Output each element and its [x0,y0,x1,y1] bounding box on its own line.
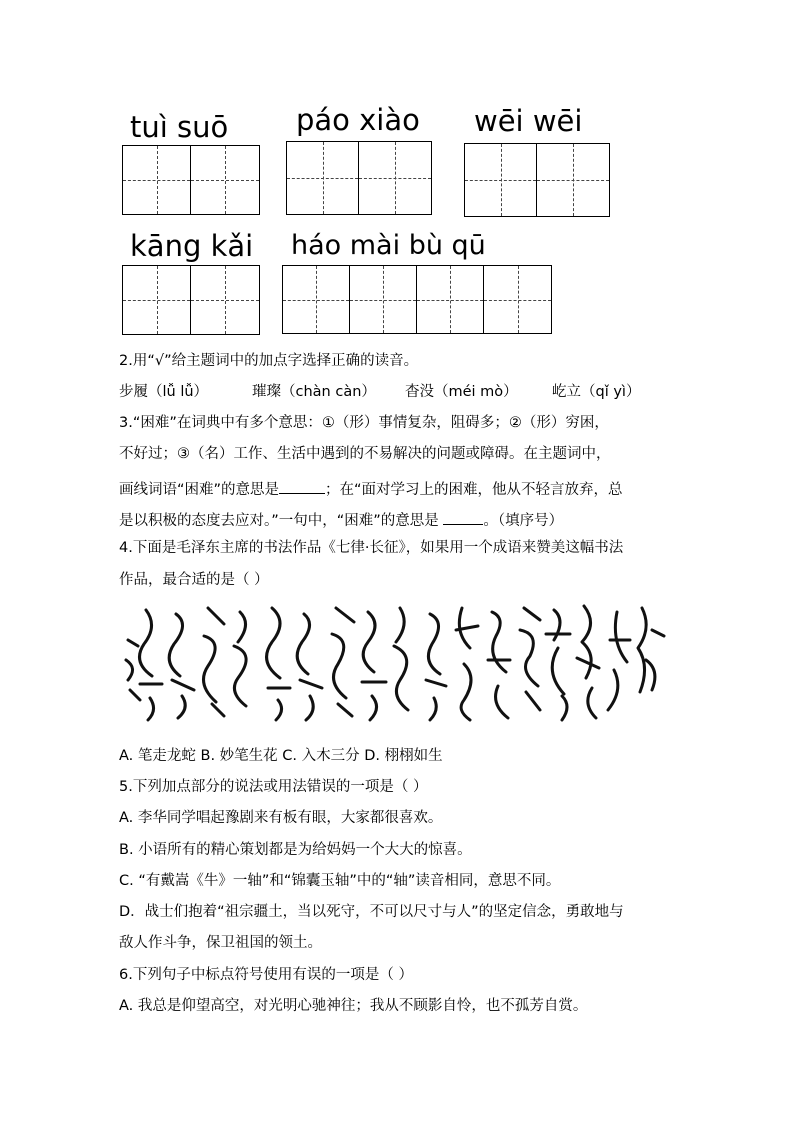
answer-blank-1[interactable] [279,479,325,494]
grid-cell[interactable] [191,266,259,334]
q2-option-4[interactable]: 屹立（qǐ yì） [552,384,641,400]
grid-cell[interactable] [465,144,537,216]
q3-text-4a: 是以积极的态度去应对。”一句中，“困难”的意思是 [119,513,444,529]
q5-title: 5.下列加点部分的说法或用法错误的一项是（ ） [119,779,428,795]
q3-line-4 [119,510,563,529]
pinyin-5: háo mài bù qū [291,230,486,261]
calligraphy-caption: 七律·长征 书法作品 [398,728,407,729]
q4-line-1: 4.下面是毛泽东主席的书法作品《七律·长征》，如果用一个成语来赞美这幅书法 [119,540,624,556]
calligraphy-image [122,600,674,734]
q3-text-3a: 画线词语“困难”的意思是 [119,482,280,498]
char-grid-3[interactable] [464,143,610,217]
grid-cell[interactable] [283,266,350,333]
pinyin-2: páo xiào [296,103,420,137]
char-grid-5[interactable] [282,265,552,334]
grid-cell[interactable] [484,266,551,333]
answer-blank-2[interactable] [443,510,483,525]
pinyin-4: kāng kǎi [130,229,254,263]
q2-option-2[interactable]: 璀璨（chàn càn） [252,384,376,400]
grid-cell[interactable] [191,146,259,214]
q4-options[interactable]: A. 笔走龙蛇 B. 妙笔生花 C. 入木三分 D. 栩栩如生 [119,748,443,764]
q4-line-2: 作品，最合适的是（ ） [119,572,269,588]
grid-cell[interactable] [287,142,359,214]
q2-title: 2.用“√”给主题词中的加点字选择正确的读音。 [119,353,419,369]
q5-option-d-line2: 敌人作斗争，保卫祖国的领土。 [119,935,322,951]
pinyin-1: tuì suō [130,110,229,144]
q3-text-4b: 。（填序号） [483,513,564,529]
grid-cell[interactable] [417,266,484,333]
q5-option-b[interactable]: B. 小语所有的精心策划都是为给妈妈一个大大的惊喜。 [119,842,472,858]
q3-text-3b: ；在“面对学习上的困难，他从不轻言放弃，总 [325,482,623,498]
q2-option-1[interactable]: 步履（lǚ lǚ） [119,384,209,400]
q3-line-3 [119,479,623,498]
q5-option-a[interactable]: A. 李华同学唱起豫剧来有板有眼，大家都很喜欢。 [119,810,443,826]
q2-option-3[interactable]: 杳没（méi mò） [405,384,518,400]
q6-option-a[interactable]: A. 我总是仰望高空，对光明心驰神往；我从不顾影自怜，也不孤芳自赏。 [119,998,588,1014]
char-grid-1[interactable] [122,145,260,215]
grid-cell[interactable] [350,266,417,333]
pinyin-3: wēi wēi [474,104,583,138]
q5-option-d-line1[interactable]: D．战士们抱着“祖宗疆土，当以死守，不可以尺寸与人”的坚定信念，勇敢地与 [119,904,624,920]
grid-cell[interactable] [123,146,191,214]
q3-line-1: 3.“困难”在词典中有多个意思：①（形）事情复杂，阻碍多；②（形）穷困， [119,415,609,431]
char-grid-2[interactable] [286,141,432,215]
grid-cell[interactable] [359,142,431,214]
q3-line-2: 不好过；③（名）工作、生活中遇到的不易解决的问题或障碍。在主题词中， [119,446,611,462]
grid-cell[interactable] [123,266,191,334]
q6-title: 6.下列句子中标点符号使用有误的一项是（ ） [119,967,413,983]
char-grid-4[interactable] [122,265,260,335]
q5-option-c[interactable]: C. “有戴嵩《牛》一轴”和“锦囊玉轴”中的“轴”读音相同，意思不同。 [119,873,561,889]
grid-cell[interactable] [537,144,609,216]
